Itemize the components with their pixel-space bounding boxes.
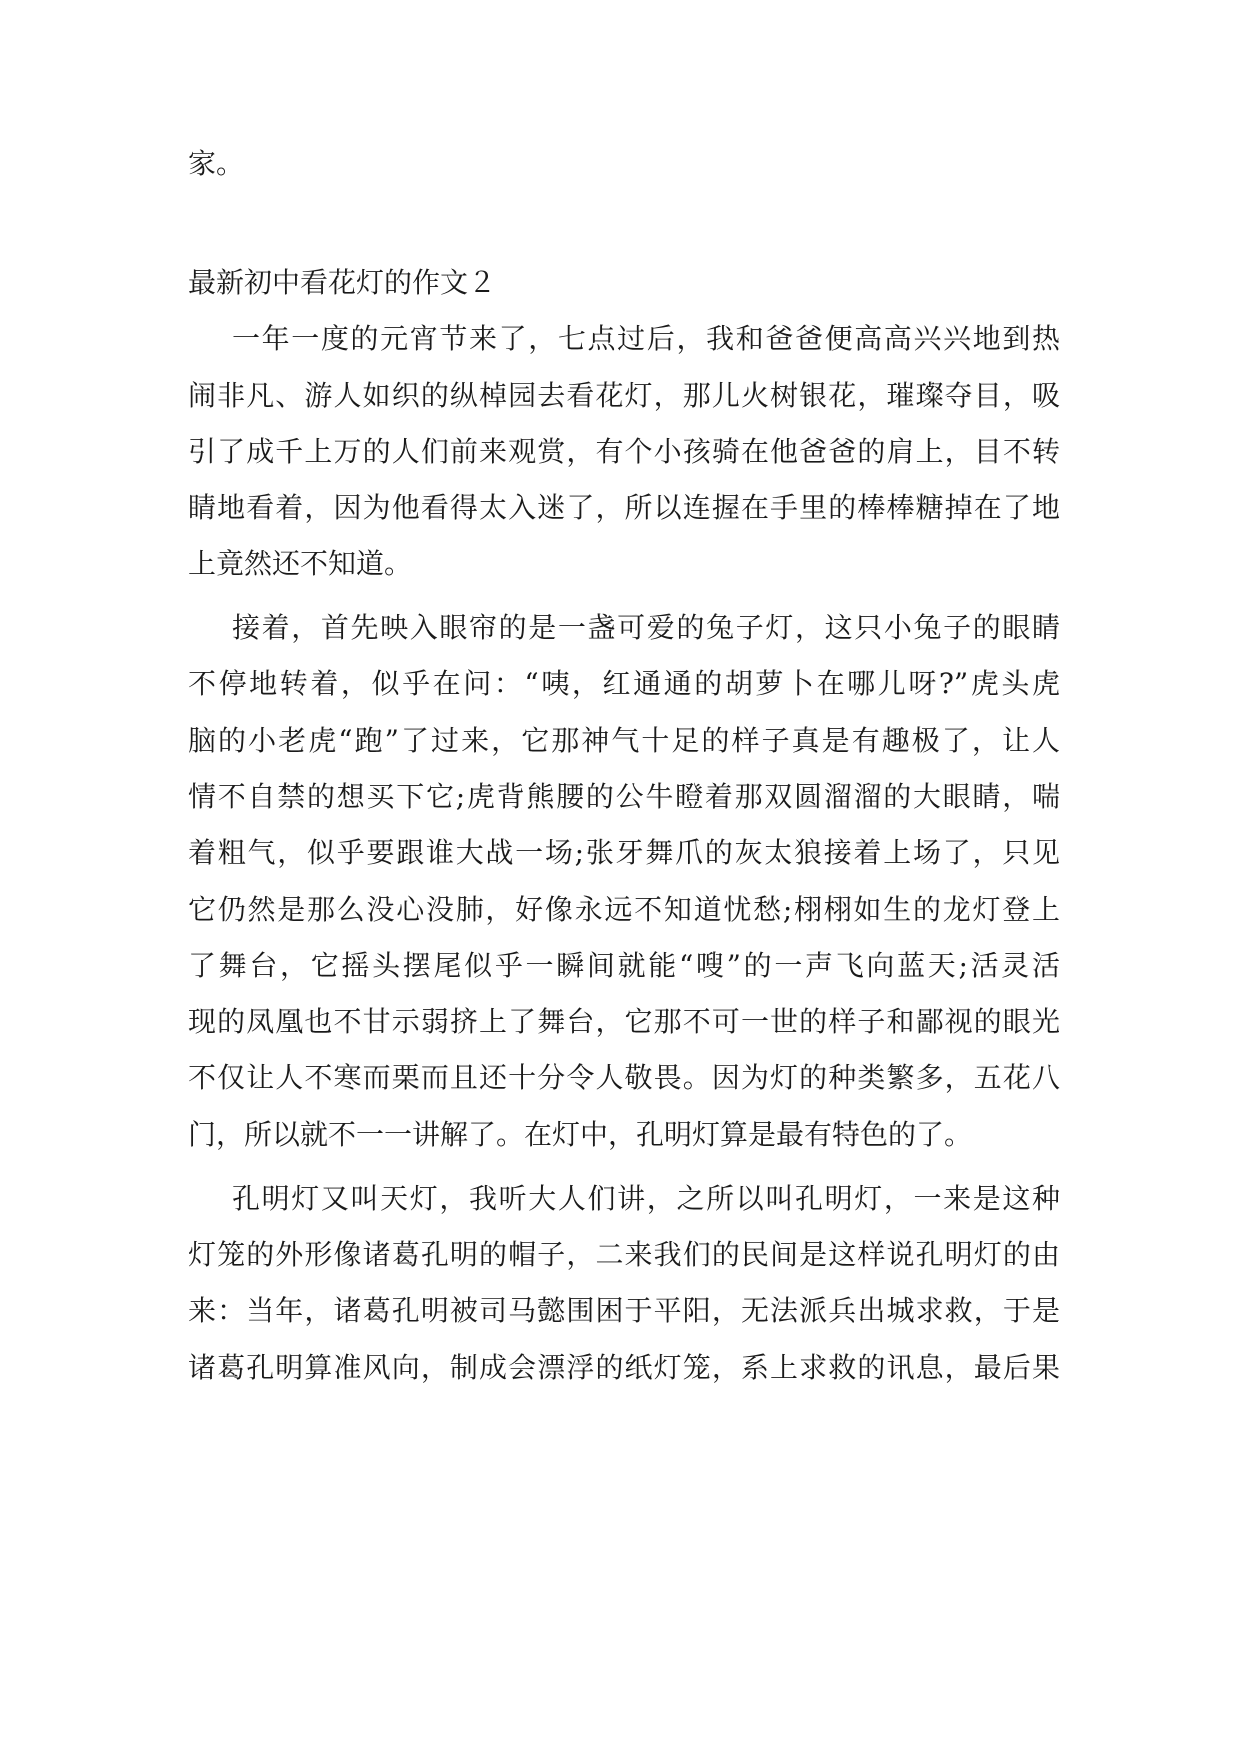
paragraph-line: 情不自禁的想买下它;虎背熊腰的公牛瞪着那双圆溜溜的大眼睛，喘	[188, 780, 1060, 813]
paragraph-line: 闹非凡、游人如织的纵棹园去看花灯，那儿火树银花，璀璨夺目，吸	[188, 379, 1060, 412]
paragraph-line: 接着，首先映入眼帘的是一盏可爱的兔子灯，这只小兔子的眼睛	[232, 611, 1060, 644]
paragraph-line: 现的凤凰也不甘示弱挤上了舞台，它那不可一世的样子和鄙视的眼光	[188, 1005, 1060, 1038]
paragraph-line: 脑的小老虎“跑”了过来，它那神气十足的样子真是有趣极了，让人	[188, 724, 1060, 757]
section-title: 最新初中看花灯的作文２	[188, 266, 497, 299]
paragraph-line: 着粗气，似乎要跟谁大战一场;张牙舞爪的灰太狼接着上场了，只见	[188, 836, 1060, 869]
paragraph-line: 睛地看着，因为他看得太入迷了，所以连握在手里的棒棒糖掉在了地	[188, 491, 1060, 524]
paragraph-line: 诸葛孔明算准风向，制成会漂浮的纸灯笼，系上求救的讯息，最后果	[188, 1351, 1060, 1384]
paragraph-line: 门，所以就不一一讲解了。在灯中，孔明灯算是最有特色的了。	[188, 1118, 973, 1151]
paragraph-line: 来：当年，诸葛孔明被司马懿围困于平阳，无法派兵出城求救，于是	[188, 1294, 1060, 1327]
paragraph-line: 它仍然是那么没心没肺，好像永远不知道忧愁;栩栩如生的龙灯登上	[188, 893, 1060, 926]
paragraph-line: 了舞台，它摇头摆尾似乎一瞬间就能“嗖”的一声飞向蓝天;活灵活	[188, 949, 1060, 982]
paragraph-line: 不仅让人不寒而栗而且还十分令人敬畏。因为灯的种类繁多，五花八	[188, 1061, 1060, 1094]
paragraph-line: 引了成千上万的人们前来观赏，有个小孩骑在他爸爸的肩上，目不转	[188, 435, 1060, 468]
paragraph-line: 不停地转着，似乎在问：“咦，红通通的胡萝卜在哪儿呀?”虎头虎	[188, 667, 1060, 700]
paragraph-line: 一年一度的元宵节来了，七点过后，我和爸爸便高高兴兴地到热	[232, 322, 1060, 355]
paragraph-line: 灯笼的外形像诸葛孔明的帽子，二来我们的民间是这样说孔明灯的由	[188, 1238, 1060, 1271]
paragraph-line: 孔明灯又叫天灯，我听大人们讲，之所以叫孔明灯，一来是这种	[232, 1182, 1060, 1215]
continuation-text: 家。	[188, 147, 245, 180]
paragraph-line: 上竟然还不知道。	[188, 547, 413, 580]
